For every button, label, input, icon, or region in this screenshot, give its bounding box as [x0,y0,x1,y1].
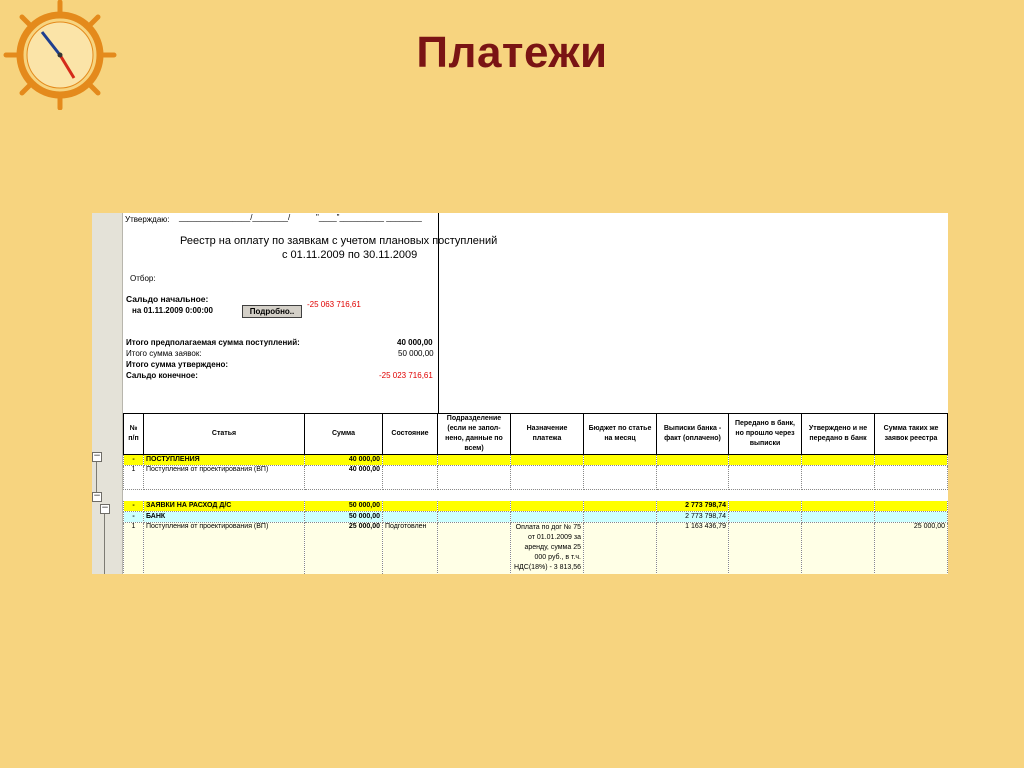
table-cell[interactable] [657,466,729,490]
table-cell[interactable] [875,501,948,512]
table-cell[interactable] [584,501,657,512]
table-cell[interactable] [584,523,657,575]
details-button[interactable]: Подробно.. [242,305,302,318]
table-cell[interactable]: Оплата по дог № 75 от 01.01.2009 за аренду, сумма 25 000 руб., в т.ч. НДС(18%) - 3 813,56 [511,523,584,575]
table-cell[interactable]: - [124,512,144,523]
table-cell[interactable]: 2 773 798,74 [657,512,729,523]
table-cell[interactable] [383,512,438,523]
table-cell[interactable] [383,501,438,512]
table-cell[interactable] [511,466,584,490]
table-cell[interactable] [802,501,875,512]
spacer-row [124,490,948,501]
table-cell[interactable] [729,466,802,490]
col-header[interactable]: Сумма таких же заявок реестра [875,414,948,455]
table-cell[interactable]: 1 [124,523,144,575]
table-cell[interactable] [438,501,511,512]
table-cell[interactable]: БАНК [144,512,305,523]
col-header[interactable]: Состояние [383,414,438,455]
approve-date-lines: "____"__________ ________ [316,213,422,222]
table-cell[interactable] [584,512,657,523]
table-cell[interactable]: 50 000,00 [305,501,383,512]
table-cell[interactable]: ЗАЯВКИ НА РАСХОД Д/С [144,501,305,512]
table-cell[interactable] [875,512,948,523]
approved-total-label: Итого сумма утверждено: [126,360,229,369]
expected-income-label: Итого предполагаемая сумма поступлений: [126,338,300,347]
table-cell[interactable] [802,523,875,575]
col-header[interactable]: Выписки банка - факт (оплачено) [657,414,729,455]
group-row-income [124,455,948,466]
table-cell[interactable]: - [124,455,144,466]
col-header[interactable]: Бюджет по статье на месяц [584,414,657,455]
table-cell[interactable]: 25 000,00 [875,523,948,575]
report-title: Реестр на оплату по заявкам с учетом плановых поступлений [180,235,498,247]
table-cell[interactable]: Поступления от проектирования (ВП) [144,523,305,575]
report-sheet [92,213,948,574]
expected-income-value: 40 000,00 [397,338,433,347]
col-header[interactable]: Утверждено и не передано в банк [802,414,875,455]
table-cell[interactable]: 1 163 436,79 [657,523,729,575]
table-cell[interactable] [729,501,802,512]
table-row [124,523,948,575]
col-header[interactable]: Сумма [305,414,383,455]
table-cell[interactable] [438,512,511,523]
table-cell[interactable]: 1 [124,466,144,490]
table-cell[interactable]: 40 000,00 [305,455,383,466]
collapse-group-icon[interactable]: − [93,491,101,501]
table-cell[interactable] [383,466,438,490]
table-cell[interactable]: ПОСТУПЛЕНИЯ [144,455,305,466]
table-row [124,466,948,490]
balance-end-value: -25 023 716,61 [379,371,433,380]
table-cell[interactable] [438,455,511,466]
table-cell[interactable] [802,512,875,523]
approve-signature-lines: ________________/________/ [179,213,291,222]
table-cell[interactable]: Поступления от проектирования (ВП) [144,466,305,490]
col-header[interactable]: Передано в банк, но прошло через выписки [729,414,802,455]
table-cell[interactable] [511,501,584,512]
table-cell[interactable] [875,466,948,490]
table-cell[interactable] [511,455,584,466]
table-cell[interactable]: 25 000,00 [305,523,383,575]
table-cell[interactable] [802,466,875,490]
group-row-bank [124,512,948,523]
table-cell[interactable] [729,512,802,523]
col-header[interactable]: Подразделение (если не запол-нено, данные по всем) [438,414,511,455]
table-cell[interactable] [584,466,657,490]
table-cell[interactable] [438,466,511,490]
filter-label: Отбор: [130,274,156,283]
table-cell[interactable]: - [124,501,144,512]
table-cell[interactable] [584,455,657,466]
collapse-group-icon[interactable]: − [101,503,109,513]
requests-total-value: 50 000,00 [398,349,434,358]
table-cell[interactable] [383,455,438,466]
table-cell[interactable]: 50 000,00 [305,512,383,523]
payments-table [123,413,948,574]
report-period: с 01.11.2009 по 30.11.2009 [282,249,418,261]
table-cell[interactable] [729,523,802,575]
table-cell[interactable] [802,455,875,466]
balance-end-label: Сальдо конечное: [126,371,198,380]
balance-start-label: Сальдо начальное: [126,294,209,304]
slide-title: Платежи [416,28,608,77]
table-cell[interactable]: 2 773 798,74 [657,501,729,512]
balance-start-value: -25 063 716,61 [307,300,361,309]
col-header[interactable]: Назначение платежа [511,414,584,455]
col-header[interactable]: № п/п [124,414,144,455]
col-header[interactable]: Статья [144,414,305,455]
table-cell[interactable] [511,512,584,523]
requests-total-label: Итого сумма заявок: [126,349,202,358]
balance-start-date: на 01.11.2009 0:00:00 [132,306,213,315]
table-cell[interactable] [438,523,511,575]
table-cell[interactable]: Подготовлен [383,523,438,575]
table-cell[interactable] [875,455,948,466]
group-row-expenses [124,501,948,512]
table-cell[interactable]: 40 000,00 [305,466,383,490]
table-cell[interactable] [657,455,729,466]
outline-gutter [92,213,123,574]
table-cell[interactable] [729,455,802,466]
approve-label: Утверждаю: [125,215,170,224]
collapse-group-icon[interactable]: − [93,451,101,461]
table-header-row [124,414,948,455]
